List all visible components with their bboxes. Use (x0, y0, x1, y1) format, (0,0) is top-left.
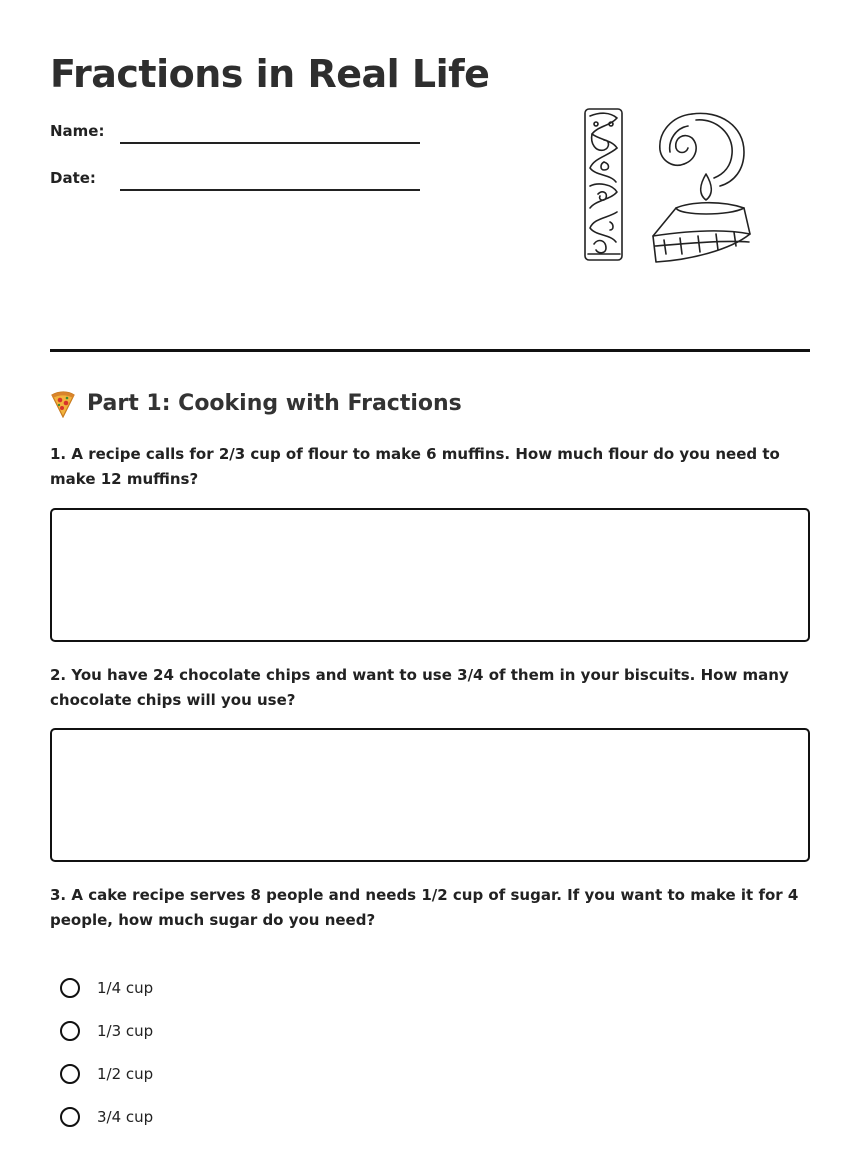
radio-button[interactable] (60, 1064, 80, 1084)
section-title: Part 1: Cooking with Fractions (87, 391, 462, 416)
radio-button[interactable] (60, 978, 80, 998)
date-field-row (50, 167, 430, 197)
question-1-text: 1. A recipe calls for 2/3 cup of flour to make 6 muffins. How much flour do you need to make 12 muffins? (50, 445, 780, 488)
pizza-slice-icon (50, 390, 76, 418)
name-field-row (50, 120, 430, 150)
question-2-text: 2. You have 24 chocolate chips and want to use 3/4 of them in your biscuits. How many chocolate chips will you use? (50, 666, 789, 709)
name-label: Name: (50, 122, 105, 140)
radio-button[interactable] (60, 1107, 80, 1127)
date-label: Date: (50, 169, 96, 187)
question-3-text: 3. A cake recipe serves 8 people and needs 1/2 cup of sugar. If you want to make it for 4 people, how much sugar do you need? (50, 886, 799, 929)
question-3-option-4[interactable] (60, 1104, 153, 1130)
question-3-option-2[interactable] (60, 1018, 153, 1044)
header-divider (50, 349, 810, 352)
question-1-answer-box[interactable] (50, 508, 810, 642)
option-label: 1/2 cup (97, 1065, 154, 1083)
option-label: 1/4 cup (97, 979, 154, 997)
swirl-two-shape (692, 113, 744, 186)
question-2-answer-box[interactable] (50, 728, 810, 862)
worksheet-title: Fractions in Real Life (50, 52, 490, 96)
number-twelve-illustration (580, 104, 755, 269)
option-label: 3/4 cup (97, 1108, 154, 1126)
question-3-option-1[interactable] (60, 975, 153, 1001)
option-label: 1/3 cup (97, 1022, 154, 1040)
name-input[interactable] (120, 120, 420, 144)
question-3-option-3[interactable] (60, 1061, 153, 1087)
date-input[interactable] (120, 167, 420, 191)
section-heading (50, 388, 462, 420)
radio-button[interactable] (60, 1021, 80, 1041)
